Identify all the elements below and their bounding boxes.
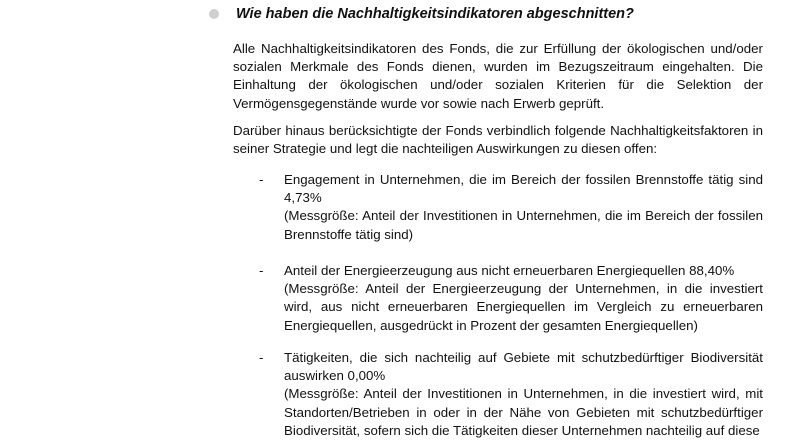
- paragraph-indicators-met: Alle Nachhaltigkeitsindikatoren des Fonds, die zur Erfüllung der ökologischen und/oder sozialen Merkmale des Fonds dienen, wurden im Bezugszeitraum eingehalten. Die Einhaltung der ökologischen und/oder sozialen Kriterien für die Selektion der Vermögensgegenstände wurde vor sowie nach Erwerb geprüft.: [233, 41, 763, 111]
- list-dash: -: [259, 172, 264, 187]
- list-item-measure: (Messgröße: Anteil der Energieerzeugung der Unternehmen, in die investiert wird, aus nicht erneuerbaren Energiequellen im Vergleich zu erneuerbaren Energiequellen, ausgedrückt in Prozent der gesamten Energiequellen): [284, 281, 763, 333]
- list-item-body: [284, 171, 763, 244]
- list-dash: -: [259, 263, 264, 278]
- bullet-circle-icon: [209, 9, 219, 19]
- list-item-body: [284, 262, 763, 335]
- paragraph-sustainability-factors: Darüber hinaus berücksichtigte der Fonds verbindlich folgende Nachhaltigkeitsfaktoren in seiner Strategie und legt die nachteiligen Auswirkungen zu diesen offen:: [233, 123, 763, 157]
- list-dash: -: [259, 350, 264, 365]
- section-heading: Wie haben die Nachhaltigkeitsindikatoren abgeschnitten?: [236, 6, 634, 22]
- section-heading-row: [209, 4, 634, 24]
- list-item-text: Engagement in Unternehmen, die im Bereich der fossilen Brennstoffe tätig sind 4,73%: [284, 172, 763, 206]
- list-item-text: Tätigkeiten, die sich nachteilig auf Gebiete mit schutzbedürftiger Biodiversität auswirken 0,00%: [284, 350, 763, 384]
- list-item-measure: (Messgröße: Anteil der Investitionen in Unternehmen, die im Bereich der fossilen Brennstoffe tätig sind): [284, 208, 763, 242]
- list-item-measure: (Messgröße: Anteil der Investitionen in Unternehmen, in die investiert wird, mit Standorten/Betrieben in oder in der Nähe von Gebieten mit schutzbedürftiger Biodiversität, sofern sich die Tätigkeiten dieser Unternehmen nachteilig auf diese: [284, 386, 763, 438]
- list-item-text: Anteil der Energieerzeugung aus nicht erneuerbaren Energiequellen 88,40%: [284, 263, 735, 278]
- list-item-body: [284, 349, 763, 440]
